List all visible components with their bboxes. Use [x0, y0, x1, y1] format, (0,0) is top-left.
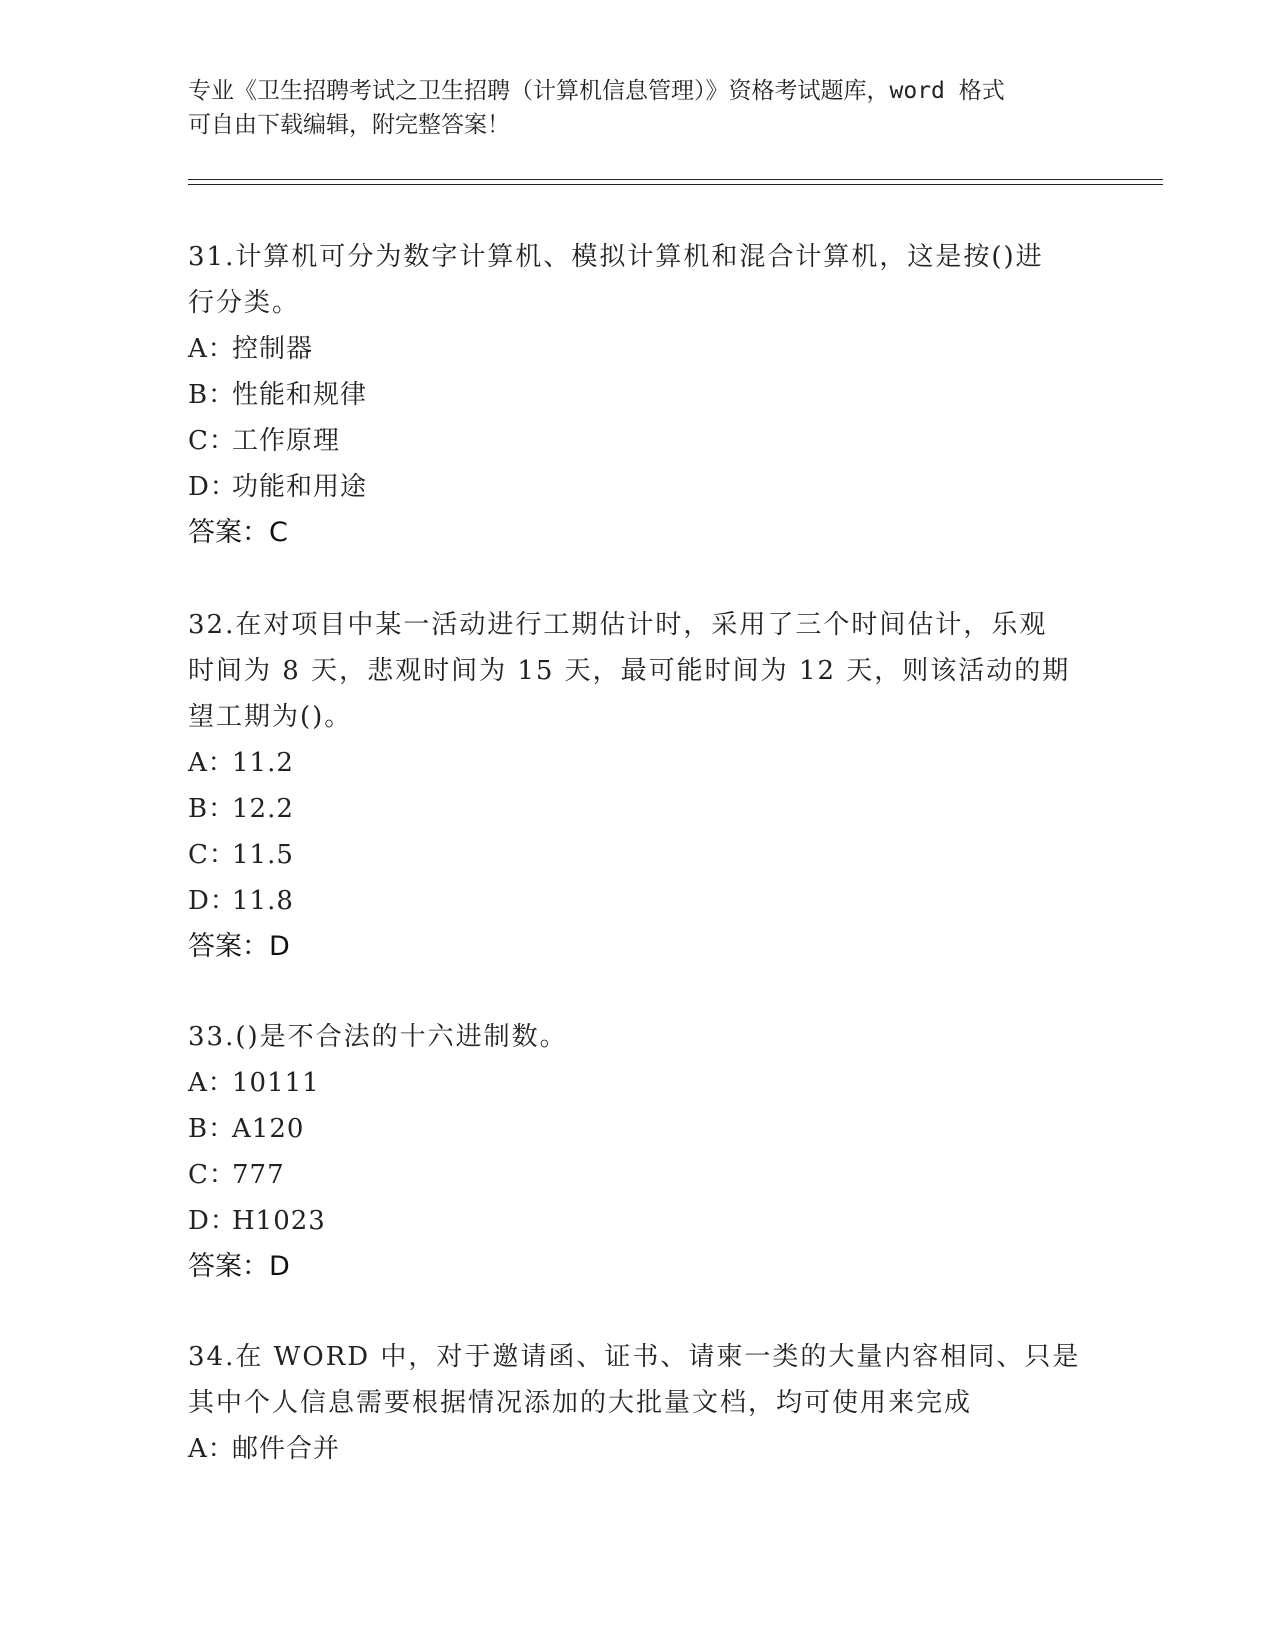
question-34: [188, 1334, 1088, 1472]
option-text: 功能和用途: [232, 472, 368, 502]
option-d: [188, 878, 1088, 924]
answer-line: 答案：C: [188, 517, 288, 548]
option-b: [188, 1106, 1088, 1152]
option-label: D：: [188, 1206, 237, 1236]
option-c: [188, 418, 1088, 464]
question-stem-line: 其中个人信息需要根据情况添加的大批量文档，均可使用来完成: [188, 1388, 973, 1418]
option-text: 777: [232, 1160, 285, 1190]
question-stem-line: 时间为 8 天，悲观时间为 15 天，最可能时间为 12 天，则该活动的期: [188, 656, 1071, 686]
option-text: 12.2: [232, 794, 294, 824]
option-label: A：: [188, 334, 235, 364]
option-label: A：: [188, 748, 235, 778]
question-stem-line: 32.在对项目中某一活动进行工期估计时，采用了三个时间估计，乐观: [188, 610, 1048, 640]
header-line-2: 可自由下载编辑，附完整答案！: [188, 112, 510, 138]
option-text: 控制器: [232, 334, 314, 364]
header-divider-bottom: [188, 184, 1163, 185]
option-a: [188, 1060, 1088, 1106]
option-text: 11.8: [232, 886, 294, 916]
option-label: B：: [188, 380, 236, 410]
option-label: B：: [188, 1114, 236, 1144]
option-text: 11.2: [232, 748, 294, 778]
option-c: [188, 832, 1088, 878]
option-a: [188, 740, 1088, 786]
question-stem-line: 34.在 WORD 中，对于邀请函、证书、请柬一类的大量内容相同、只是: [188, 1342, 1081, 1372]
question-33: [188, 1014, 1088, 1290]
header-line-1: 专业《卫生招聘考试之卫生招聘（计算机信息管理）》资格考试题库，word 格式: [188, 78, 1005, 104]
document-header: [188, 74, 1068, 142]
option-label: A：: [188, 1068, 235, 1098]
option-label: D：: [188, 472, 237, 502]
option-text: 11.5: [232, 840, 294, 870]
answer-line: 答案：D: [188, 931, 290, 962]
question-32: [188, 602, 1088, 970]
question-stem-line: 望工期为()。: [188, 702, 353, 732]
option-label: C：: [188, 426, 236, 456]
option-b: [188, 372, 1088, 418]
option-a: [188, 1426, 1088, 1472]
option-d: [188, 464, 1088, 510]
question-stem-line: 33.()是不合法的十六进制数。: [188, 1022, 568, 1052]
option-label: C：: [188, 840, 236, 870]
option-label: D：: [188, 886, 237, 916]
option-text: 10111: [232, 1068, 320, 1098]
question-stem-line: 31.计算机可分为数字计算机、模拟计算机和混合计算机，这是按()进: [188, 242, 1044, 272]
option-d: [188, 1198, 1088, 1244]
answer-line: 答案：D: [188, 1251, 290, 1282]
option-c: [188, 1152, 1088, 1198]
option-text: 邮件合并: [232, 1434, 341, 1464]
header-divider-top: [188, 179, 1163, 180]
option-text: 性能和规律: [232, 380, 368, 410]
question-31: [188, 234, 1088, 556]
question-stem-line: 行分类。: [188, 288, 301, 318]
option-label: C：: [188, 1160, 236, 1190]
option-text: 工作原理: [232, 426, 341, 456]
option-label: A：: [188, 1434, 235, 1464]
option-text: A120: [232, 1114, 305, 1144]
option-b: [188, 786, 1088, 832]
option-text: H1023: [232, 1206, 326, 1236]
option-label: B：: [188, 794, 236, 824]
option-a: [188, 326, 1088, 372]
